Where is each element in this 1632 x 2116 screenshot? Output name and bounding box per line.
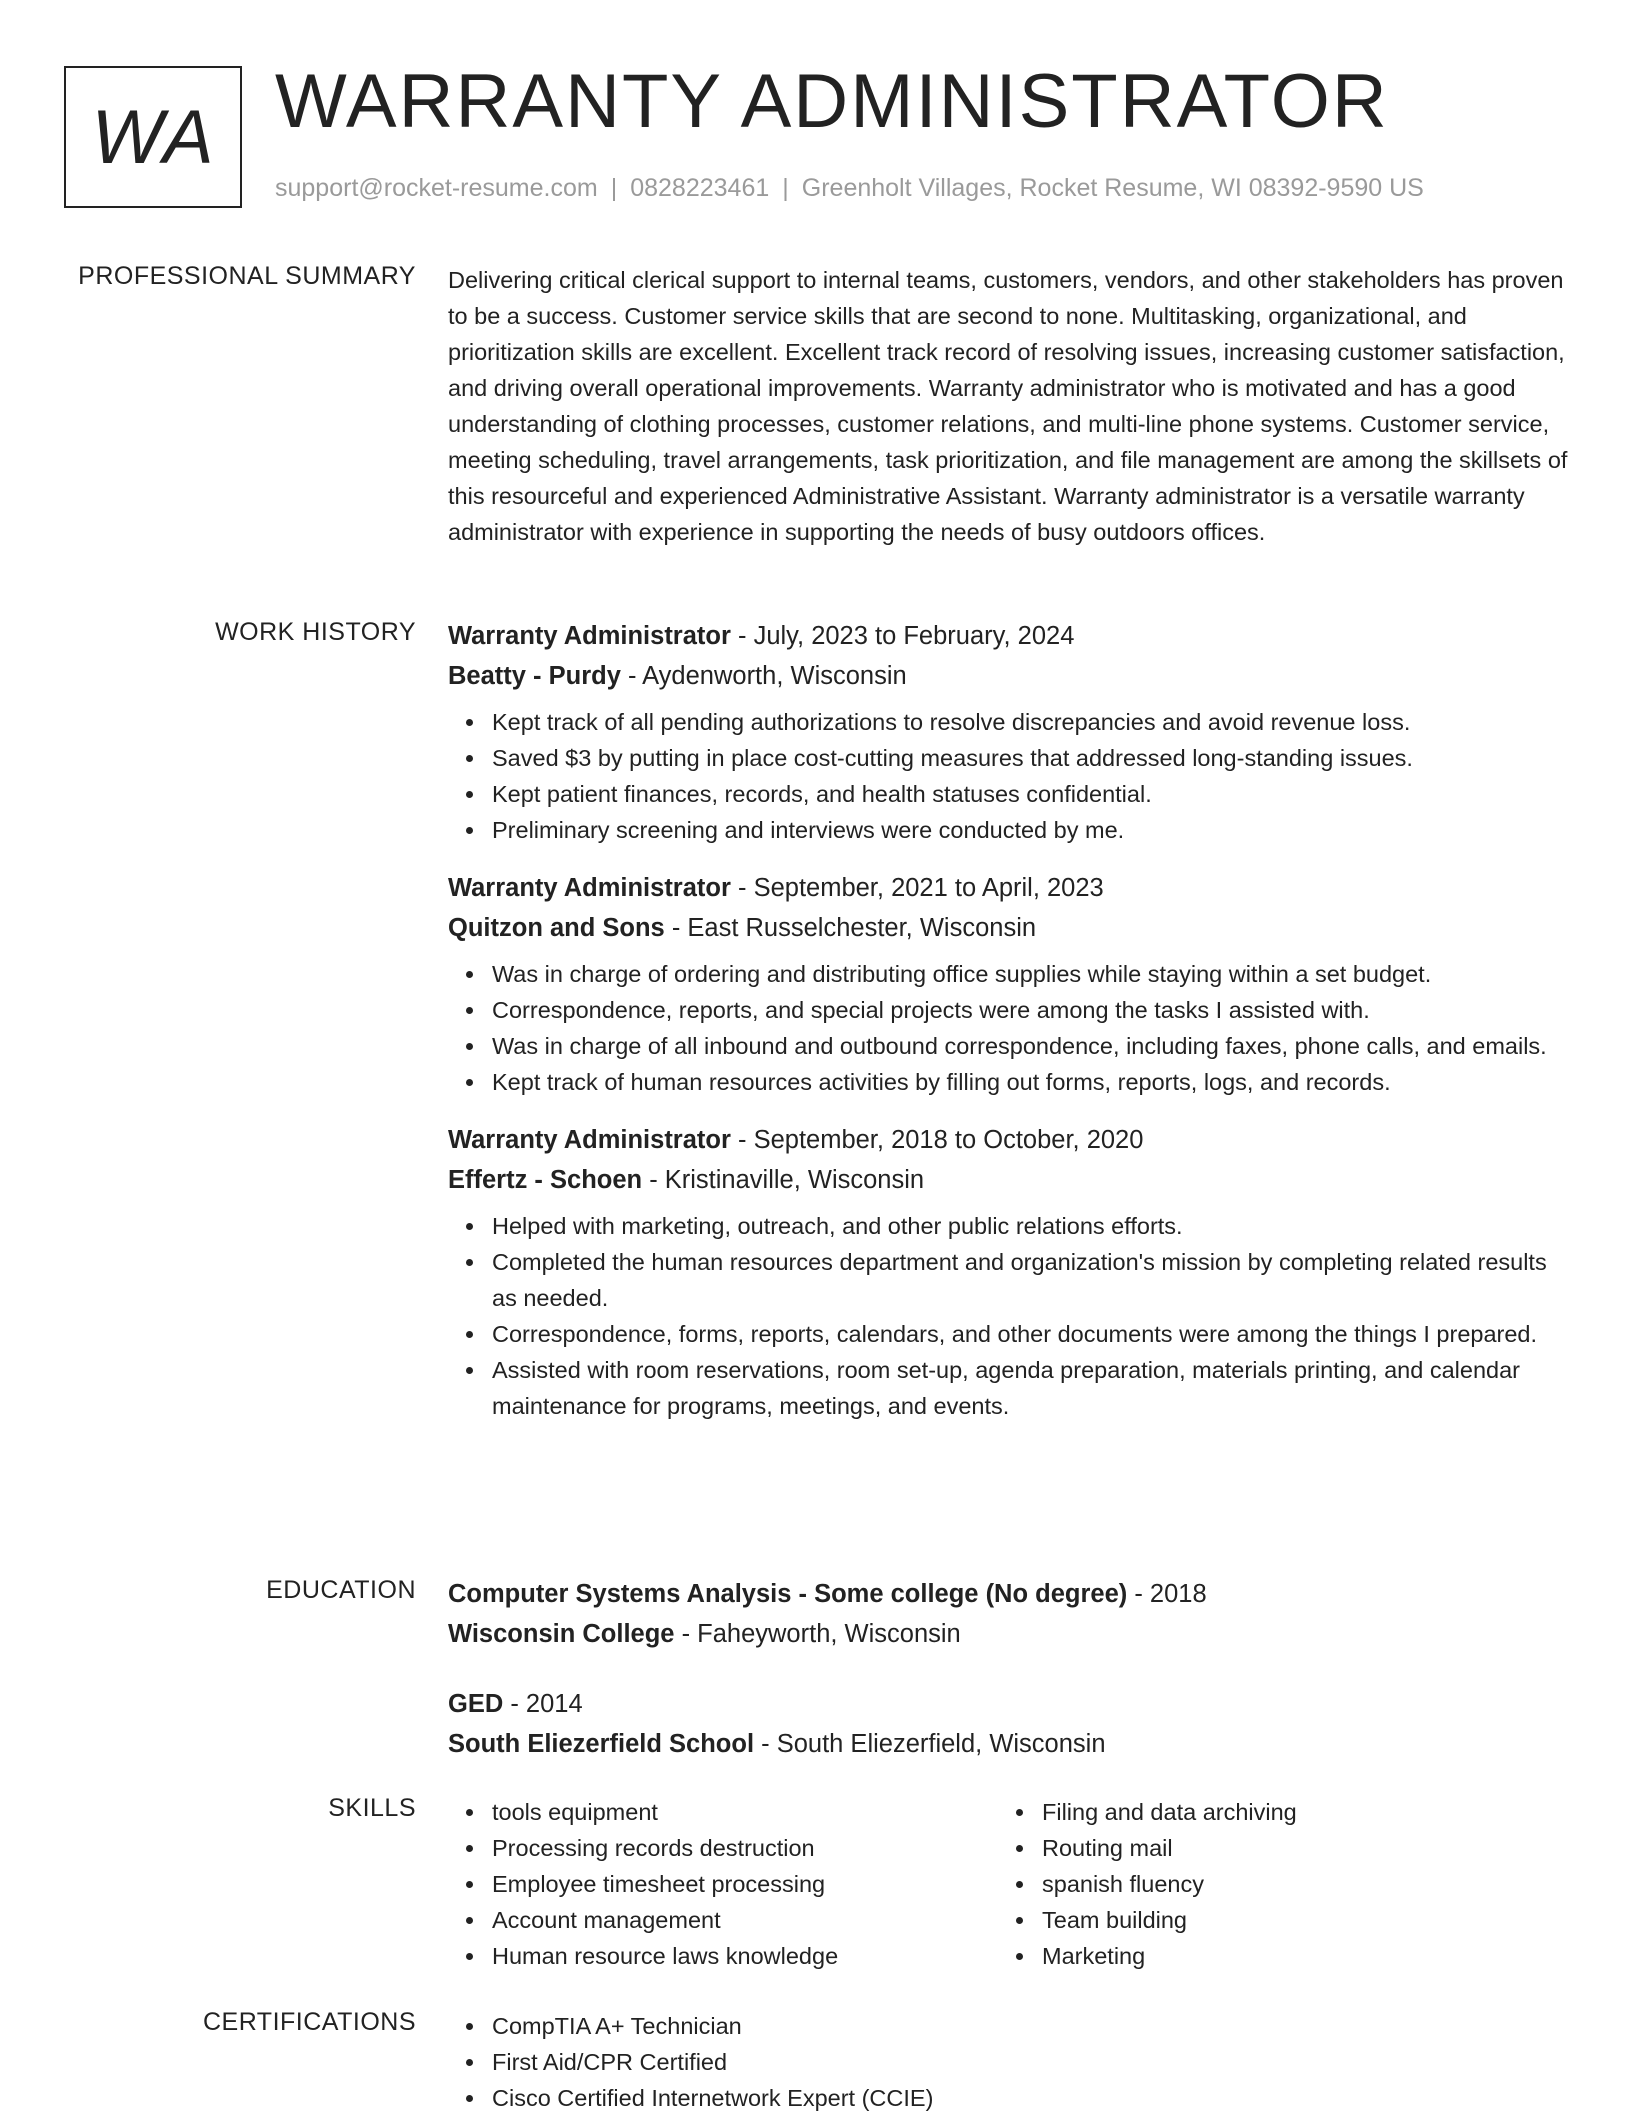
education-degree-line <box>448 1684 1568 1724</box>
skill-item: Employee timesheet processing <box>492 1866 998 1902</box>
job-company: Beatty - Purdy <box>448 662 621 690</box>
contact-address: Greenholt Villages, Rocket Resume, WI 08392-9590 US <box>801 174 1424 202</box>
skill-item: tools equipment <box>492 1794 998 1830</box>
education-school-line <box>448 1614 1568 1654</box>
skill-item: Team building <box>1042 1902 1548 1938</box>
job-bullet: Was in charge of ordering and distributing office supplies while staying within a set budget. <box>492 956 1568 992</box>
job-dates: - July, 2023 to February, 2024 <box>730 622 1075 650</box>
education-location: - Faheyworth, Wisconsin <box>674 1620 961 1648</box>
education-school: Wisconsin College <box>448 1620 675 1648</box>
job-title: Warranty Administrator <box>448 1126 731 1154</box>
job-bullet: Correspondence, forms, reports, calendars, and other documents were among the things I prepared. <box>492 1316 1568 1352</box>
skills-body <box>448 1794 1568 1974</box>
job-bullet: Kept track of human resources activities by filling out forms, reports, logs, and records. <box>492 1064 1568 1100</box>
job-company-line <box>448 908 1568 948</box>
education-year: - 2014 <box>503 1690 583 1718</box>
job-bullet: Correspondence, reports, and special projects were among the tasks I assisted with. <box>492 992 1568 1028</box>
monogram-box <box>64 66 242 208</box>
job-bullets <box>448 956 1568 1100</box>
education-year: - 2018 <box>1127 1580 1207 1608</box>
job-location: - Kristinaville, Wisconsin <box>642 1166 925 1194</box>
job-company: Quitzon and Sons <box>448 914 665 942</box>
contact-email: support@rocket-resume.com <box>275 174 598 202</box>
education-location: - South Eliezerfield, Wisconsin <box>754 1730 1106 1758</box>
resume-name: WARRANTY ADMINISTRATOR <box>275 59 1389 144</box>
job-bullet: Was in charge of all inbound and outbound correspondence, including faxes, phone calls, and emails. <box>492 1028 1568 1064</box>
education-label: EDUCATION <box>266 1576 416 1604</box>
job-dates: - September, 2021 to April, 2023 <box>730 874 1104 902</box>
job-entry <box>448 1120 1568 1424</box>
job-title-line <box>448 868 1568 908</box>
certifications-label: CERTIFICATIONS <box>202 2008 416 2036</box>
skill-item: Human resource laws knowledge <box>492 1938 998 1974</box>
education-degree: GED <box>448 1690 504 1718</box>
certification-item: First Aid/CPR Certified <box>492 2044 1568 2080</box>
certification-item: CompTIA A+ Technician <box>492 2008 1568 2044</box>
job-company-line <box>448 656 1568 696</box>
contact-line <box>275 174 1424 203</box>
job-location: - Aydenworth, Wisconsin <box>620 662 907 690</box>
skills-label: SKILLS <box>328 1794 416 1822</box>
skills-column-left <box>448 1794 998 1974</box>
skill-item: Filing and data archiving <box>1042 1794 1548 1830</box>
education-school: South Eliezerfield School <box>448 1730 755 1758</box>
job-title-line <box>448 616 1568 656</box>
job-bullet: Helped with marketing, outreach, and other public relations efforts. <box>492 1208 1568 1244</box>
work-history-label: WORK HISTORY <box>215 618 416 646</box>
summary-text: Delivering critical clerical support to internal teams, customers, vendors, and other stakeholders has proven to be a success. Customer service skills that are second to none. Multitasking, organizational, and prioritization skills are excellent. Excellent track record of resolving issues, increasing customer satisfaction, and driving overall operational improvements. Warranty administrator who is motivated and has a good understanding of clothing processes, customer relations, and multi-line phone systems. Customer service, meeting scheduling, travel arrangements, task prioritization, and file management are among the skillsets of this resourceful and experienced Administrative Assistant. Warranty administrator is a versatile warranty administrator with experience in supporting the needs of busy outdoors offices. <box>448 267 1568 545</box>
job-entry <box>448 616 1568 848</box>
job-company-line <box>448 1160 1568 1200</box>
job-bullet: Preliminary screening and interviews were conducted by me. <box>492 812 1568 848</box>
skill-item: Marketing <box>1042 1938 1548 1974</box>
job-title: Warranty Administrator <box>448 622 731 650</box>
education-body <box>448 1574 1568 1764</box>
certification-item: Cisco Certified Internetwork Expert (CCIE) <box>492 2080 1568 2116</box>
job-bullet: Kept track of all pending authorizations to resolve discrepancies and avoid revenue loss. <box>492 704 1568 740</box>
contact-separator: | <box>610 174 618 202</box>
job-bullet: Kept patient finances, records, and health statuses confidential. <box>492 776 1568 812</box>
job-title: Warranty Administrator <box>448 874 731 902</box>
contact-separator: | <box>782 174 789 202</box>
job-bullets <box>448 704 1568 848</box>
job-bullet: Saved $3 by putting in place cost-cutting measures that addressed long-standing issues. <box>492 740 1568 776</box>
education-degree: Computer Systems Analysis - Some college (No degree) <box>448 1580 1128 1608</box>
monogram-initials: WA <box>91 94 215 180</box>
skill-item: Account management <box>492 1902 998 1938</box>
job-bullet: Completed the human resources department and organization's mission by completing related results as needed. <box>492 1244 1568 1316</box>
education-school-line <box>448 1724 1568 1764</box>
contact-phone: 0828223461 <box>630 174 770 202</box>
certifications-body <box>448 2008 1568 2116</box>
job-bullet: Assisted with room reservations, room set-up, agenda preparation, materials printing, and calendar maintenance for programs, meetings, and events. <box>492 1352 1568 1424</box>
work-history-body <box>448 616 1568 1444</box>
job-title-line <box>448 1120 1568 1160</box>
skill-item: Routing mail <box>1042 1830 1548 1866</box>
job-location: - East Russelchester, Wisconsin <box>664 914 1037 942</box>
summary-label: PROFESSIONAL SUMMARY <box>78 262 416 290</box>
skill-item: spanish fluency <box>1042 1866 1548 1902</box>
job-bullets <box>448 1208 1568 1424</box>
job-company: Effertz - Schoen <box>448 1166 643 1194</box>
job-dates: - September, 2018 to October, 2020 <box>730 1126 1144 1154</box>
skills-column-right <box>998 1794 1548 1974</box>
education-degree-line <box>448 1574 1568 1614</box>
job-entry <box>448 868 1568 1100</box>
skill-item: Processing records destruction <box>492 1830 998 1866</box>
